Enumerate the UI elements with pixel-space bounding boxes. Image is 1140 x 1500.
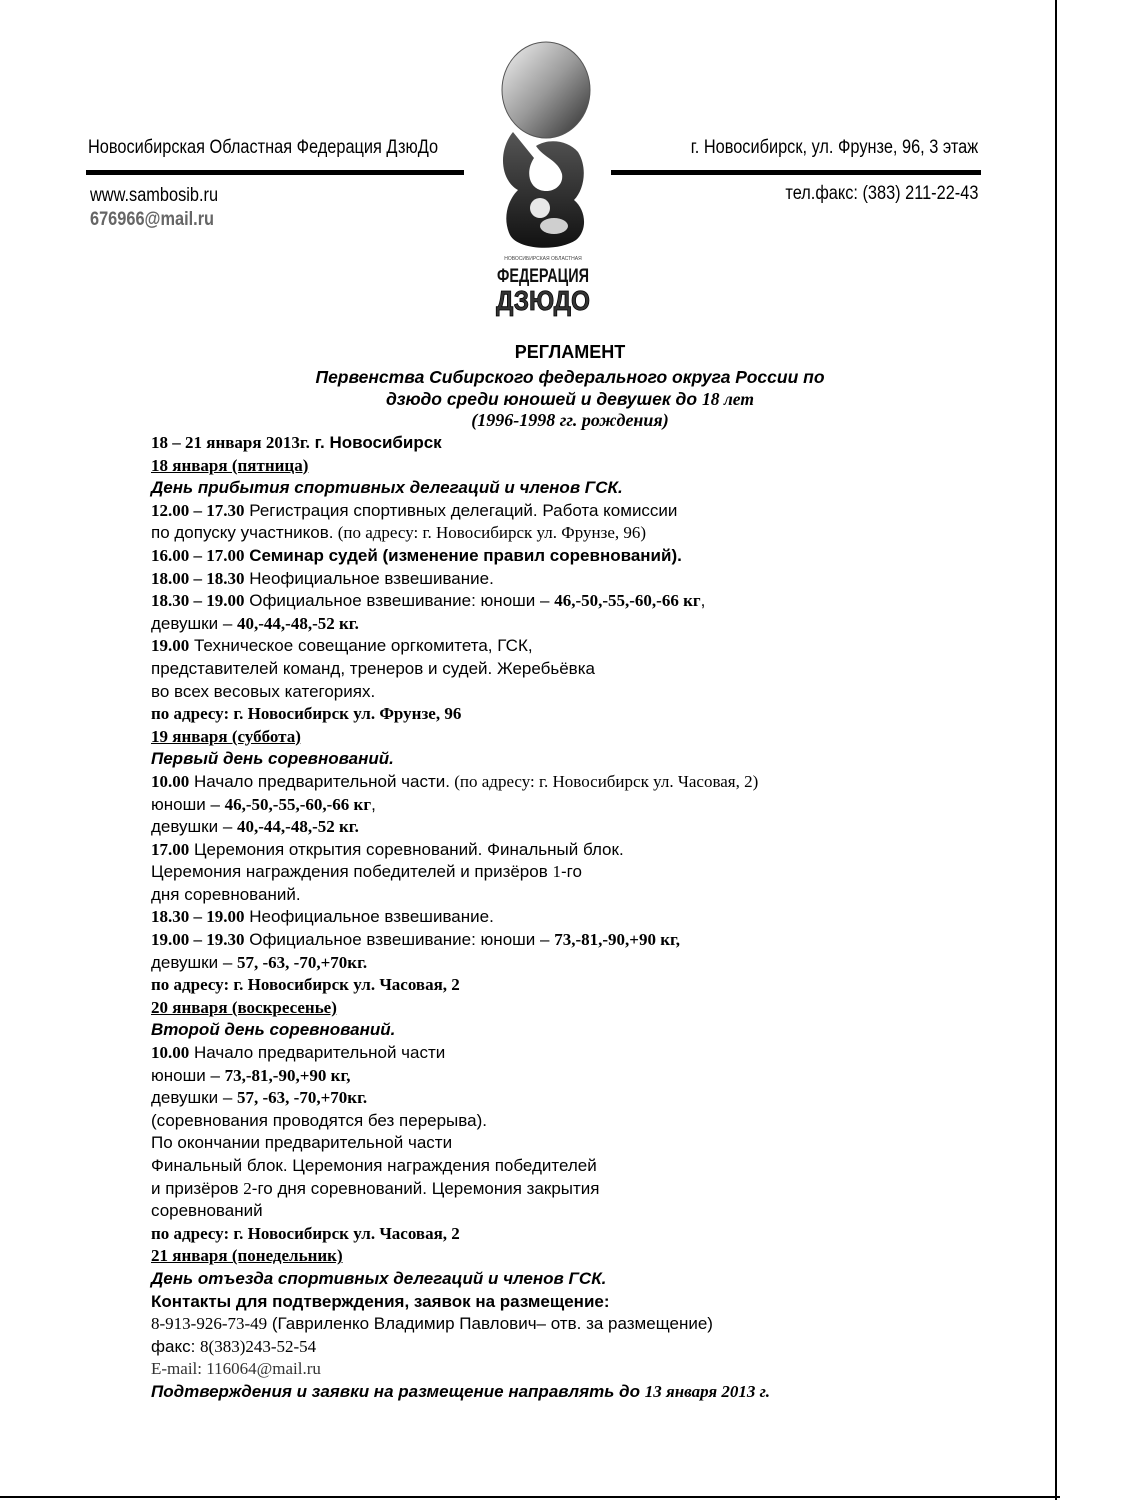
day1-event3: 18.00 – 18.30 Неофициальное взвешивание. [151, 568, 494, 588]
day2-event4-girls: девушки – 57, -63, -70,+70кг. [151, 952, 368, 972]
day3-note: (соревнования проводятся без перерыва). [151, 1110, 487, 1130]
day2-event2-line3: дня соревнований. [151, 884, 301, 904]
day1-subtitle: День прибытия спортивных делегаций и членов ГСК. [151, 478, 623, 498]
judo-federation-logo [488, 40, 598, 330]
contacts-heading: Контакты для подтверждения, заявок на размещение: [151, 1291, 610, 1311]
day2-event3: 18.30 – 19.00 Неофициальное взвешивание. [151, 907, 494, 927]
day3-text-line3: и призёров 2-го дня соревнований. Церемония закрытия [151, 1178, 600, 1198]
subtitle-line1: Первенства Сибирского федерального округа России по [315, 367, 825, 387]
day3-event1: 10.00 Начало предварительной части [151, 1043, 446, 1063]
schedule-body [151, 432, 1011, 1404]
day3-text-line1: По окончании предварительной части [151, 1133, 453, 1153]
day1-event4: 18.30 – 19.00 Официальное взвешивание: юноши – 46,-50,-55,-60,-66 кг, [151, 591, 706, 611]
logo-text-line1: ФЕДЕРАЦИЯ [497, 266, 589, 287]
day2-event2-line2: Церемония награждения победителей и призёров 1-го [151, 862, 582, 882]
day3-subtitle: Второй день соревнований. [151, 1020, 396, 1040]
day2-girls: девушки – 40,-44,-48,-52 кг. [151, 817, 359, 837]
document-subtitle [0, 366, 1140, 410]
day4-heading: 21 января (понедельник) [151, 1246, 343, 1266]
birth-years: (1996-1998 гг. рождения) [471, 410, 669, 430]
header-rule-right [611, 170, 981, 175]
org-name: Новосибирская Областная Федерация ДзюДо [88, 137, 439, 158]
page-border-right [1055, 0, 1057, 1500]
website-link[interactable]: www.sambosib.ru [90, 185, 219, 206]
page-border-bottom [0, 1496, 1060, 1498]
day2-address: по адресу: г. Новосибирск ул. Часовая, 2 [151, 975, 460, 995]
logo-small-text: НОВОСИБИРСКАЯ ОБЛАСТНАЯ [504, 256, 582, 262]
day1-event4-girls: девушки – 40,-44,-48,-52 кг. [151, 613, 359, 633]
email-link[interactable]: 676966@mail.ru [90, 209, 215, 230]
day3-text-line2: Финальный блок. Церемония награждения победителей [151, 1156, 597, 1175]
day1-event5: 19.00 Техническое совещание оргкомитета, ГСК, [151, 636, 533, 656]
day2-boys: юноши – 46,-50,-55,-60,-66 кг, [151, 794, 376, 814]
day3-heading: 20 января (воскресенье) [151, 997, 337, 1017]
day1-event5-line2: представителей команд, тренеров и судей. Жеребьёвка [151, 658, 595, 678]
day1-heading: 18 января (пятница) [151, 455, 309, 475]
day1-event5-line3: во всех весовых категориях. [151, 681, 376, 701]
subtitle-line2: дзюдо среди юношей и девушек до 18 лет [386, 389, 754, 409]
contacts-fax: факс: 8(383)243-52-54 [151, 1336, 317, 1356]
deadline-note: Подтверждения и заявки на размещение направлять до 13 января 2013 г. [151, 1381, 770, 1401]
day3-text-line4: соревнований [151, 1201, 263, 1221]
day1-event1: 12.00 – 17.30 Регистрация спортивных делегаций. Работа комиссии [151, 500, 678, 520]
contacts-email-link[interactable]: 116064@mail.ru [206, 1359, 321, 1379]
logo-text-line2: ДЗЮДО [496, 285, 590, 316]
org-address: г. Новосибирск, ул. Фрунзе, 96, 3 этаж [690, 137, 978, 158]
day2-event2: 17.00 Церемония открытия соревнований. Финальный блок. [151, 839, 624, 859]
contacts-phone: 8-913-926-73-49 (Гавриленко Владимир Павлович– отв. за размещение) [151, 1314, 713, 1334]
day3-girls: девушки – 57, -63, -70,+70кг. [151, 1088, 368, 1108]
day2-subtitle: Первый день соревнований. [151, 749, 394, 769]
day1-event1-cont: по допуску участников. (по адресу: г. Новосибирск ул. Фрунзе, 96) [151, 523, 647, 543]
header-rule-left [86, 170, 464, 175]
day2-event4: 19.00 – 19.30 Официальное взвешивание: юноши – 73,-81,-90,+90 кг, [151, 930, 681, 950]
day1-address: по адресу: г. Новосибирск ул. Фрунзе, 96 [151, 704, 462, 724]
phone-fax: тел.факс: (383) 211-22-43 [784, 183, 978, 204]
day4-subtitle: День отъезда спортивных делегаций и членов ГСК. [151, 1268, 607, 1288]
day3-boys: юноши – 73,-81,-90,+90 кг, [151, 1065, 351, 1085]
date-range: 18 – 21 января 2013г. г. Новосибирск [151, 433, 442, 452]
document-title: РЕГЛАМЕНТ [514, 342, 626, 362]
day1-event2: 16.00 – 17.00 Семинар судей (изменение правил соревнований). [151, 545, 682, 565]
contacts-email: E-mail: 116064@mail.ru [151, 1359, 321, 1379]
day2-heading: 19 января (суббота) [151, 726, 301, 746]
day3-address: по адресу: г. Новосибирск ул. Часовая, 2 [151, 1223, 460, 1243]
day2-event1: 10.00 Начало предварительной части. (по адресу: г. Новосибирск ул. Часовая, 2) [151, 771, 759, 791]
